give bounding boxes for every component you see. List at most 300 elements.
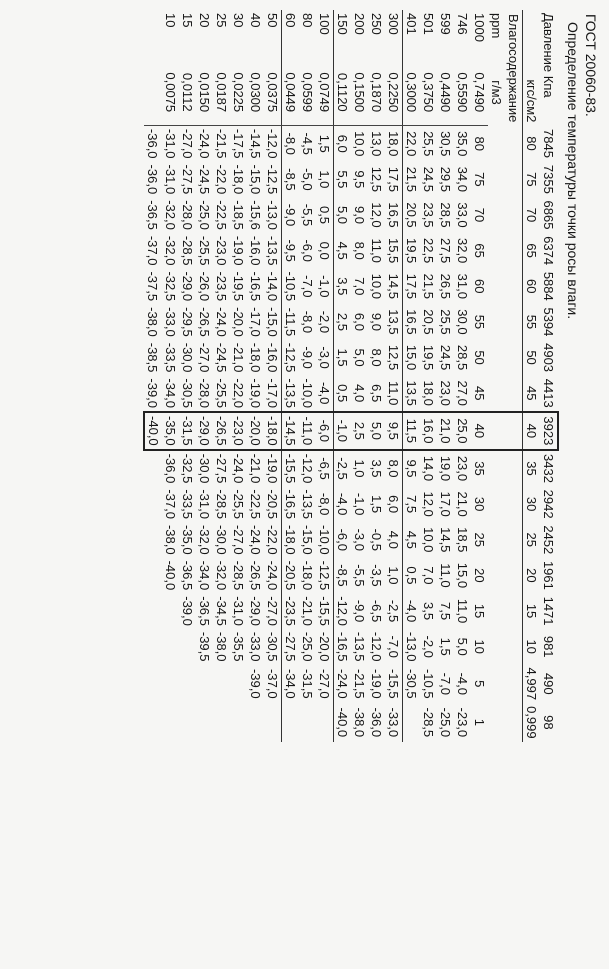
dew-point-cell: 5,0 bbox=[335, 205, 350, 225]
gm3-cell: 0,0300 bbox=[247, 60, 264, 126]
dew-point-cell: 45 bbox=[472, 385, 487, 401]
dew-point-cell: -15,6 bbox=[248, 200, 263, 230]
spacer-cell bbox=[488, 340, 505, 376]
dew-point-cell: -14,5 bbox=[282, 412, 300, 450]
dew-point-cell: 60 bbox=[472, 279, 487, 294]
dew-point-cell: -21,5 bbox=[214, 128, 229, 159]
dew-point-cell: 3,5 bbox=[421, 602, 436, 621]
dew-point-cell bbox=[144, 665, 162, 704]
dew-point-cell: -35,0 bbox=[180, 524, 195, 555]
dew-point-cell: -18,0 bbox=[283, 524, 298, 555]
dew-point-cell: -36,0 bbox=[145, 164, 161, 195]
ppm-cell: 10 bbox=[163, 13, 178, 28]
dew-point-cell: 5,5 bbox=[335, 170, 350, 189]
spacer-cell bbox=[505, 304, 523, 340]
dew-point-cell: 17,0 bbox=[438, 491, 453, 517]
gm3-cell: 0,5590 bbox=[454, 60, 471, 126]
spacer-cell bbox=[505, 375, 523, 412]
spacer-cell bbox=[505, 197, 523, 233]
dew-point-cell: -13,5 bbox=[264, 233, 282, 269]
dew-point-cell: 9,0 bbox=[369, 312, 384, 331]
dew-point-cell: -6,5 bbox=[369, 599, 384, 623]
dew-point-cell: 9,5 bbox=[352, 170, 367, 189]
dew-point-cell: 29,5 bbox=[438, 166, 453, 193]
spacer-cell bbox=[505, 162, 523, 198]
pressure-kpa-cell: 6374 bbox=[541, 236, 557, 266]
spacer-cell bbox=[488, 375, 505, 412]
dew-point-cell: -34,0 bbox=[163, 378, 178, 409]
dew-point-cell: 34,0 bbox=[455, 166, 470, 193]
dew-point-cell: -21,0 bbox=[231, 342, 246, 373]
ppm-cell: 50 bbox=[264, 10, 282, 60]
pressure-kpa-cell: 4903 bbox=[541, 343, 557, 373]
dew-point-cell: -28,0 bbox=[180, 200, 195, 230]
dew-point-cell: 13,5 bbox=[404, 380, 419, 406]
dew-point-cell: -31,0 bbox=[163, 128, 178, 159]
dew-point-cell: -39,5 bbox=[197, 631, 212, 662]
dew-point-cell: 30,5 bbox=[438, 131, 453, 157]
dew-point-cell: 30 bbox=[472, 496, 487, 512]
dew-point-cell: -25,5 bbox=[214, 378, 229, 409]
dew-point-cell: -31,5 bbox=[300, 668, 315, 699]
dew-point-cell: -30,0 bbox=[214, 524, 229, 555]
dew-point-cell: -28,5 bbox=[421, 707, 436, 738]
dew-point-cell: -31,0 bbox=[163, 164, 178, 195]
dew-point-cell: 40 bbox=[471, 412, 488, 450]
spacer-cell bbox=[488, 197, 505, 233]
gm3-cell bbox=[144, 60, 162, 126]
pressure-kgs-cell: 45 bbox=[523, 375, 541, 412]
dew-point-cell: 2,5 bbox=[351, 412, 368, 450]
dew-point-cell bbox=[144, 558, 162, 594]
dew-point-cell: -39,0 bbox=[145, 378, 161, 409]
dew-point-cell: -38,5 bbox=[145, 342, 161, 373]
dew-point-cell: -2,5 bbox=[385, 593, 403, 629]
dew-point-cell: -36,5 bbox=[145, 200, 161, 230]
dew-point-cell: -30,5 bbox=[404, 668, 419, 699]
dew-point-cell: 25,0 bbox=[454, 412, 471, 450]
dew-point-cell bbox=[230, 703, 247, 742]
table-row bbox=[144, 10, 162, 742]
dew-point-cell: -27,0 bbox=[264, 593, 282, 629]
dew-point-cell: -12,5 bbox=[283, 342, 298, 373]
dew-point-cell bbox=[144, 486, 162, 522]
dew-point-cell: -36,0 bbox=[145, 128, 161, 159]
dew-point-cell: -7,0 bbox=[385, 629, 403, 665]
dew-point-cell: 9,0 bbox=[352, 205, 367, 225]
dew-point-cell: -22,5 bbox=[214, 200, 229, 230]
dew-point-cell: 70 bbox=[472, 207, 487, 223]
dew-point-cell: -27,5 bbox=[180, 164, 195, 195]
pressure-kpa-cell: 981 bbox=[541, 635, 557, 658]
dew-point-cell: 7,5 bbox=[404, 495, 419, 514]
dew-point-cell: 18,5 bbox=[455, 527, 470, 553]
pressure-kgs-cell: 75 bbox=[523, 162, 541, 198]
dew-point-cell: 35 bbox=[472, 461, 487, 476]
dew-point-cell: -39,0 bbox=[248, 668, 263, 699]
dew-point-cell: -31,5 bbox=[179, 412, 196, 450]
dew-point-cell: -19,0 bbox=[264, 450, 282, 487]
dew-point-cell: -16,0 bbox=[248, 235, 263, 266]
dew-point-cell: -14,5 bbox=[248, 128, 263, 159]
dew-point-cell: 1,5 bbox=[335, 348, 350, 367]
dew-point-cell: -12,0 bbox=[369, 631, 384, 662]
dew-point-cell: 3,5 bbox=[369, 459, 384, 478]
dew-point-cell bbox=[144, 450, 162, 487]
dew-point-cell: -22,5 bbox=[248, 489, 263, 519]
dew-point-cell: -10,0 bbox=[316, 522, 334, 558]
dew-point-cell: 9,5 bbox=[404, 459, 419, 478]
pressure-kgs-cell: 10 bbox=[523, 629, 541, 665]
dew-point-cell: 20 bbox=[472, 568, 487, 583]
dew-point-cell: -13,0 bbox=[404, 631, 419, 662]
pressure-kgs-cell: 4,997 bbox=[523, 665, 541, 704]
dew-point-cell: -8,0 bbox=[283, 132, 298, 155]
dew-point-cell: -20,0 bbox=[247, 412, 264, 450]
dew-point-cell: -10,5 bbox=[421, 668, 436, 699]
doc-subtitle: Определение температуры точки росы влаги. bbox=[565, 22, 581, 320]
table-row bbox=[196, 10, 213, 742]
dew-point-cell: -26,5 bbox=[213, 412, 230, 450]
dew-point-cell: -32,0 bbox=[163, 235, 178, 266]
spacer-cell bbox=[505, 558, 523, 594]
dew-point-cell: -19,5 bbox=[231, 271, 246, 302]
dew-point-cell: -23,5 bbox=[283, 596, 298, 626]
dew-point-cell: 17,5 bbox=[404, 273, 419, 299]
dew-point-cell: 25,5 bbox=[421, 131, 436, 157]
dew-point-cell: 1,5 bbox=[438, 637, 453, 656]
dew-point-cell: -10,0 bbox=[300, 378, 315, 409]
dew-point-cell: 0,5 bbox=[404, 566, 419, 585]
dew-point-cell: 14,5 bbox=[438, 527, 453, 553]
spacer-cell bbox=[488, 703, 505, 742]
dew-point-cell: 10 bbox=[472, 639, 487, 654]
dew-point-cell: 5,0 bbox=[368, 412, 385, 450]
dew-point-cell: 1,5 bbox=[316, 125, 334, 161]
units-row bbox=[488, 10, 505, 742]
dew-point-cell: 21,0 bbox=[437, 412, 454, 450]
dew-point-cell bbox=[144, 593, 162, 629]
dew-point-cell bbox=[213, 703, 230, 742]
dew-point-cell: -4,0 bbox=[455, 672, 470, 695]
table-row bbox=[213, 10, 230, 742]
dew-point-cell: -25,5 bbox=[231, 489, 246, 519]
dew-point-cell: -8,0 bbox=[300, 310, 315, 334]
dew-point-cell: -6,0 bbox=[300, 239, 315, 262]
dew-point-cell: -12,0 bbox=[335, 596, 350, 626]
spacer-cell bbox=[488, 558, 505, 594]
dew-point-cell: -20,5 bbox=[283, 560, 298, 591]
ppm-cell: 150 bbox=[335, 13, 350, 35]
dew-point-cell: 8,0 bbox=[352, 241, 367, 260]
dew-point-cell: -19,0 bbox=[248, 378, 263, 409]
dew-point-cell: 25 bbox=[472, 532, 487, 547]
dew-point-cell: 15,0 bbox=[455, 562, 470, 589]
gm3-cell: 0,1870 bbox=[368, 60, 385, 126]
gm3-cell: 0,1120 bbox=[334, 60, 352, 126]
dew-point-cell: -29,0 bbox=[196, 412, 213, 450]
dew-point-cell: -1,0 bbox=[316, 268, 334, 304]
dew-point-cell: 12,0 bbox=[369, 202, 384, 228]
dew-point-cell: -23,5 bbox=[214, 271, 229, 302]
dew-point-cell bbox=[196, 665, 213, 704]
dew-point-cell: -26,0 bbox=[197, 271, 212, 302]
dew-point-cell: -26,5 bbox=[248, 560, 263, 591]
dew-point-cell: 23,0 bbox=[455, 455, 470, 482]
dew-point-cell: -24,0 bbox=[214, 307, 229, 337]
dew-point-cell bbox=[196, 703, 213, 742]
dew-point-cell: 21,0 bbox=[455, 491, 470, 517]
ppm-cell: 300 bbox=[385, 10, 403, 60]
pressure-kpa-cell: 3923 bbox=[540, 412, 558, 450]
dew-point-cell: -27,0 bbox=[316, 665, 334, 704]
dew-point-cell: -20,0 bbox=[316, 629, 334, 665]
dew-point-cell: -8,5 bbox=[335, 564, 350, 587]
dew-point-cell: -32,5 bbox=[163, 271, 178, 302]
dew-point-cell: 28,5 bbox=[438, 202, 453, 228]
table-row bbox=[179, 10, 196, 742]
gm3-cell: 0,2250 bbox=[385, 60, 403, 126]
dew-point-cell: -4,5 bbox=[300, 132, 315, 155]
gm3-cell: 0,0187 bbox=[213, 60, 230, 126]
dew-point-cell: -27,0 bbox=[197, 342, 212, 373]
dew-point-cell: -8,5 bbox=[283, 168, 298, 191]
pressure-kpa-cell: 490 bbox=[541, 672, 557, 695]
spacer-cell bbox=[505, 268, 523, 304]
table-body bbox=[144, 10, 488, 742]
dew-point-cell: -38,0 bbox=[163, 524, 178, 555]
dew-point-cell: -34,5 bbox=[214, 596, 229, 626]
dew-point-cell: -2,0 bbox=[421, 635, 436, 658]
ppm-cell: 250 bbox=[369, 13, 384, 35]
spacer-cell bbox=[505, 593, 523, 629]
dew-point-cell: 24,5 bbox=[421, 166, 436, 193]
dew-point-cell: 5 bbox=[472, 680, 487, 688]
dew-point-cell: -15,5 bbox=[283, 453, 298, 484]
dew-point-cell: -15,0 bbox=[264, 304, 282, 340]
ppm-cell: 40 bbox=[248, 13, 263, 28]
dew-point-cell bbox=[282, 703, 300, 742]
spacer-cell bbox=[488, 233, 505, 269]
pressure-kgs-cell: 70 bbox=[523, 197, 541, 233]
dew-point-cell: -20,0 bbox=[231, 307, 246, 337]
ppm-cell: 60 bbox=[283, 13, 298, 28]
dew-point-cell: -30,5 bbox=[180, 378, 195, 409]
dew-point-cell: -25,5 bbox=[197, 235, 212, 266]
dew-point-cell: -5,5 bbox=[352, 564, 367, 587]
dew-point-cell: -8,0 bbox=[316, 486, 334, 522]
spacer-cell bbox=[505, 665, 523, 704]
dew-point-cell: 16,5 bbox=[385, 197, 403, 233]
table-row bbox=[299, 10, 316, 742]
dew-point-cell: 14,0 bbox=[421, 455, 436, 482]
table-row bbox=[454, 10, 471, 742]
dew-point-cell: -1,0 bbox=[334, 412, 352, 450]
dew-point-cell: -33,5 bbox=[180, 489, 195, 519]
table-row bbox=[471, 10, 488, 742]
dew-point-cell: -24,0 bbox=[335, 668, 350, 699]
pressure-kpa-cell: 6865 bbox=[541, 200, 557, 230]
dew-point-table bbox=[143, 10, 559, 742]
dew-point-cell: 33,0 bbox=[455, 202, 470, 228]
dew-point-cell: 80 bbox=[472, 136, 487, 151]
pressure-kgs-cell: 80 bbox=[523, 125, 541, 161]
dew-point-cell: 4,0 bbox=[385, 522, 403, 558]
dew-point-cell: 20,5 bbox=[404, 202, 419, 228]
pressure-kgs-cell: 20 bbox=[523, 558, 541, 594]
dew-point-cell: 15,0 bbox=[404, 344, 419, 371]
dew-point-cell: -16,5 bbox=[335, 631, 350, 662]
dew-point-cell bbox=[213, 665, 230, 704]
dew-point-cell bbox=[230, 665, 247, 704]
dew-point-cell: -16,5 bbox=[283, 489, 298, 519]
dew-point-cell: -4,0 bbox=[404, 599, 419, 623]
spacer-cell bbox=[505, 340, 523, 376]
pressure-kgs-cell: 35 bbox=[523, 450, 541, 487]
dew-point-cell: -27,5 bbox=[283, 631, 298, 662]
gm3-cell: 0,0075 bbox=[162, 60, 179, 126]
gm3-cell: 0,1500 bbox=[351, 60, 368, 126]
dew-point-cell: 6,0 bbox=[385, 486, 403, 522]
ppm-cell: 401 bbox=[404, 13, 419, 35]
ppm-cell: 80 bbox=[300, 13, 315, 28]
dew-point-cell: -12,5 bbox=[264, 162, 282, 198]
dew-point-cell: -21,0 bbox=[300, 596, 315, 626]
spacer-cell bbox=[488, 304, 505, 340]
dew-point-cell: -15,0 bbox=[248, 164, 263, 195]
gm3-cell: 0,7490 bbox=[471, 60, 488, 126]
dew-point-cell: 12,5 bbox=[369, 166, 384, 193]
dew-point-cell: -32,0 bbox=[163, 200, 178, 230]
pressure-kgs-cell: 15 bbox=[523, 593, 541, 629]
gm3-label: г/м3 bbox=[489, 80, 504, 105]
dew-point-cell: -27,0 bbox=[180, 128, 195, 159]
dew-point-cell bbox=[264, 703, 282, 742]
spacer-cell bbox=[488, 125, 505, 161]
pressure-kgs-cell: 25 bbox=[523, 522, 541, 558]
header-kgs-row bbox=[523, 10, 541, 742]
ppm-cell: 200 bbox=[352, 13, 367, 35]
dew-point-cell: -37,0 bbox=[145, 235, 161, 266]
dew-point-cell: 9,5 bbox=[385, 412, 403, 450]
dew-point-cell: -24,0 bbox=[197, 128, 212, 159]
spacer-cell bbox=[488, 486, 505, 522]
pressure-kgs-cell: 30 bbox=[523, 486, 541, 522]
dew-point-cell: -17,0 bbox=[248, 307, 263, 337]
dew-point-cell: -18,5 bbox=[231, 200, 246, 230]
dew-point-cell: -1,0 bbox=[352, 492, 367, 516]
table-row bbox=[403, 10, 421, 742]
dew-point-cell: 19,0 bbox=[438, 455, 453, 482]
dew-point-cell: 18,0 bbox=[385, 125, 403, 161]
dew-point-cell bbox=[162, 593, 179, 629]
dew-point-cell: -9,0 bbox=[300, 346, 315, 369]
dew-point-cell: 10,0 bbox=[421, 527, 436, 553]
dew-point-cell: -38,0 bbox=[214, 631, 229, 662]
ppm-cell: 15 bbox=[180, 13, 195, 28]
spacer-cell bbox=[505, 522, 523, 558]
dew-point-cell: -13,5 bbox=[283, 378, 298, 409]
dew-point-cell: -5,0 bbox=[300, 168, 315, 191]
dew-point-cell: 21,5 bbox=[404, 166, 419, 193]
dew-point-cell: 55 bbox=[472, 314, 487, 330]
dew-point-cell: -19,0 bbox=[369, 668, 384, 699]
spacer-cell bbox=[488, 162, 505, 198]
pressure-kgs-cell: 60 bbox=[523, 268, 541, 304]
pressure-kpa-cell: 98 bbox=[541, 715, 557, 730]
dew-point-cell: -16,0 bbox=[264, 340, 282, 376]
ppm-cell: 746 bbox=[455, 13, 470, 35]
pressure-kpa-cell: 2452 bbox=[541, 525, 557, 555]
dew-point-cell: 16,5 bbox=[404, 309, 419, 335]
dew-point-cell: -13,5 bbox=[352, 631, 367, 662]
dew-point-cell: 4,0 bbox=[352, 384, 367, 403]
pressure-kgs-cell: 50 bbox=[523, 340, 541, 376]
dew-point-cell: -20,5 bbox=[264, 486, 282, 522]
dew-point-cell: -33,5 bbox=[163, 342, 178, 373]
dew-point-cell: 0,0 bbox=[316, 233, 334, 269]
dew-point-cell bbox=[179, 703, 196, 742]
moisture-row bbox=[505, 10, 523, 742]
dew-point-cell: 27,5 bbox=[438, 237, 453, 264]
ppm-cell: 599 bbox=[438, 13, 453, 35]
dew-point-cell: 7,0 bbox=[352, 277, 367, 296]
gm3-cell: 0,0749 bbox=[316, 60, 334, 126]
dew-point-cell: -3,5 bbox=[369, 564, 384, 587]
table-row bbox=[368, 10, 385, 742]
dew-point-cell: 1,0 bbox=[385, 558, 403, 594]
ppm-cell: 25 bbox=[214, 13, 229, 28]
dew-point-cell: -32,0 bbox=[214, 560, 229, 591]
dew-point-cell: -28,5 bbox=[231, 560, 246, 591]
dew-point-cell: 7,5 bbox=[438, 602, 453, 621]
dew-point-cell: 15 bbox=[472, 603, 487, 619]
dew-point-cell: 15,5 bbox=[385, 233, 403, 269]
dew-point-cell: 4,5 bbox=[335, 241, 350, 260]
dew-point-cell: 11,0 bbox=[385, 375, 403, 412]
spacer-cell bbox=[505, 629, 523, 665]
dew-point-cell: -9,5 bbox=[283, 239, 298, 262]
dew-point-cell: 31,0 bbox=[455, 273, 470, 299]
dew-point-cell bbox=[144, 522, 162, 558]
gm3-cell: 0,0225 bbox=[230, 60, 247, 126]
dew-point-cell: -34,0 bbox=[283, 668, 298, 699]
dew-point-cell bbox=[299, 703, 316, 742]
table-row bbox=[264, 10, 282, 742]
dew-point-cell: -18,0 bbox=[248, 342, 263, 373]
dew-point-cell: -19,0 bbox=[231, 235, 246, 266]
dew-point-cell: -29,5 bbox=[180, 307, 195, 337]
dew-point-cell: 6,0 bbox=[352, 312, 367, 331]
dew-point-cell bbox=[162, 629, 179, 665]
dew-point-cell: -10,5 bbox=[283, 271, 298, 302]
dew-point-cell: -39,0 bbox=[180, 596, 195, 626]
pressure-kpa-cell: 2942 bbox=[541, 489, 557, 519]
gm3-cell: 0,0599 bbox=[299, 60, 316, 126]
spacer-cell bbox=[505, 233, 523, 269]
dew-point-cell bbox=[144, 703, 162, 742]
dew-point-cell: 16,0 bbox=[420, 412, 437, 450]
dew-point-cell: 20,5 bbox=[421, 309, 436, 335]
dew-point-cell: -6,0 bbox=[316, 412, 334, 450]
dew-point-cell: -33,0 bbox=[163, 307, 178, 337]
ppm-cell bbox=[144, 10, 162, 60]
pressure-kpa-label: Давление Кпа bbox=[541, 13, 557, 98]
dew-point-cell: -29,0 bbox=[248, 596, 263, 626]
dew-point-cell bbox=[247, 703, 264, 742]
dew-point-cell: 35,0 bbox=[455, 131, 470, 157]
dew-point-cell: -18,0 bbox=[264, 412, 282, 450]
